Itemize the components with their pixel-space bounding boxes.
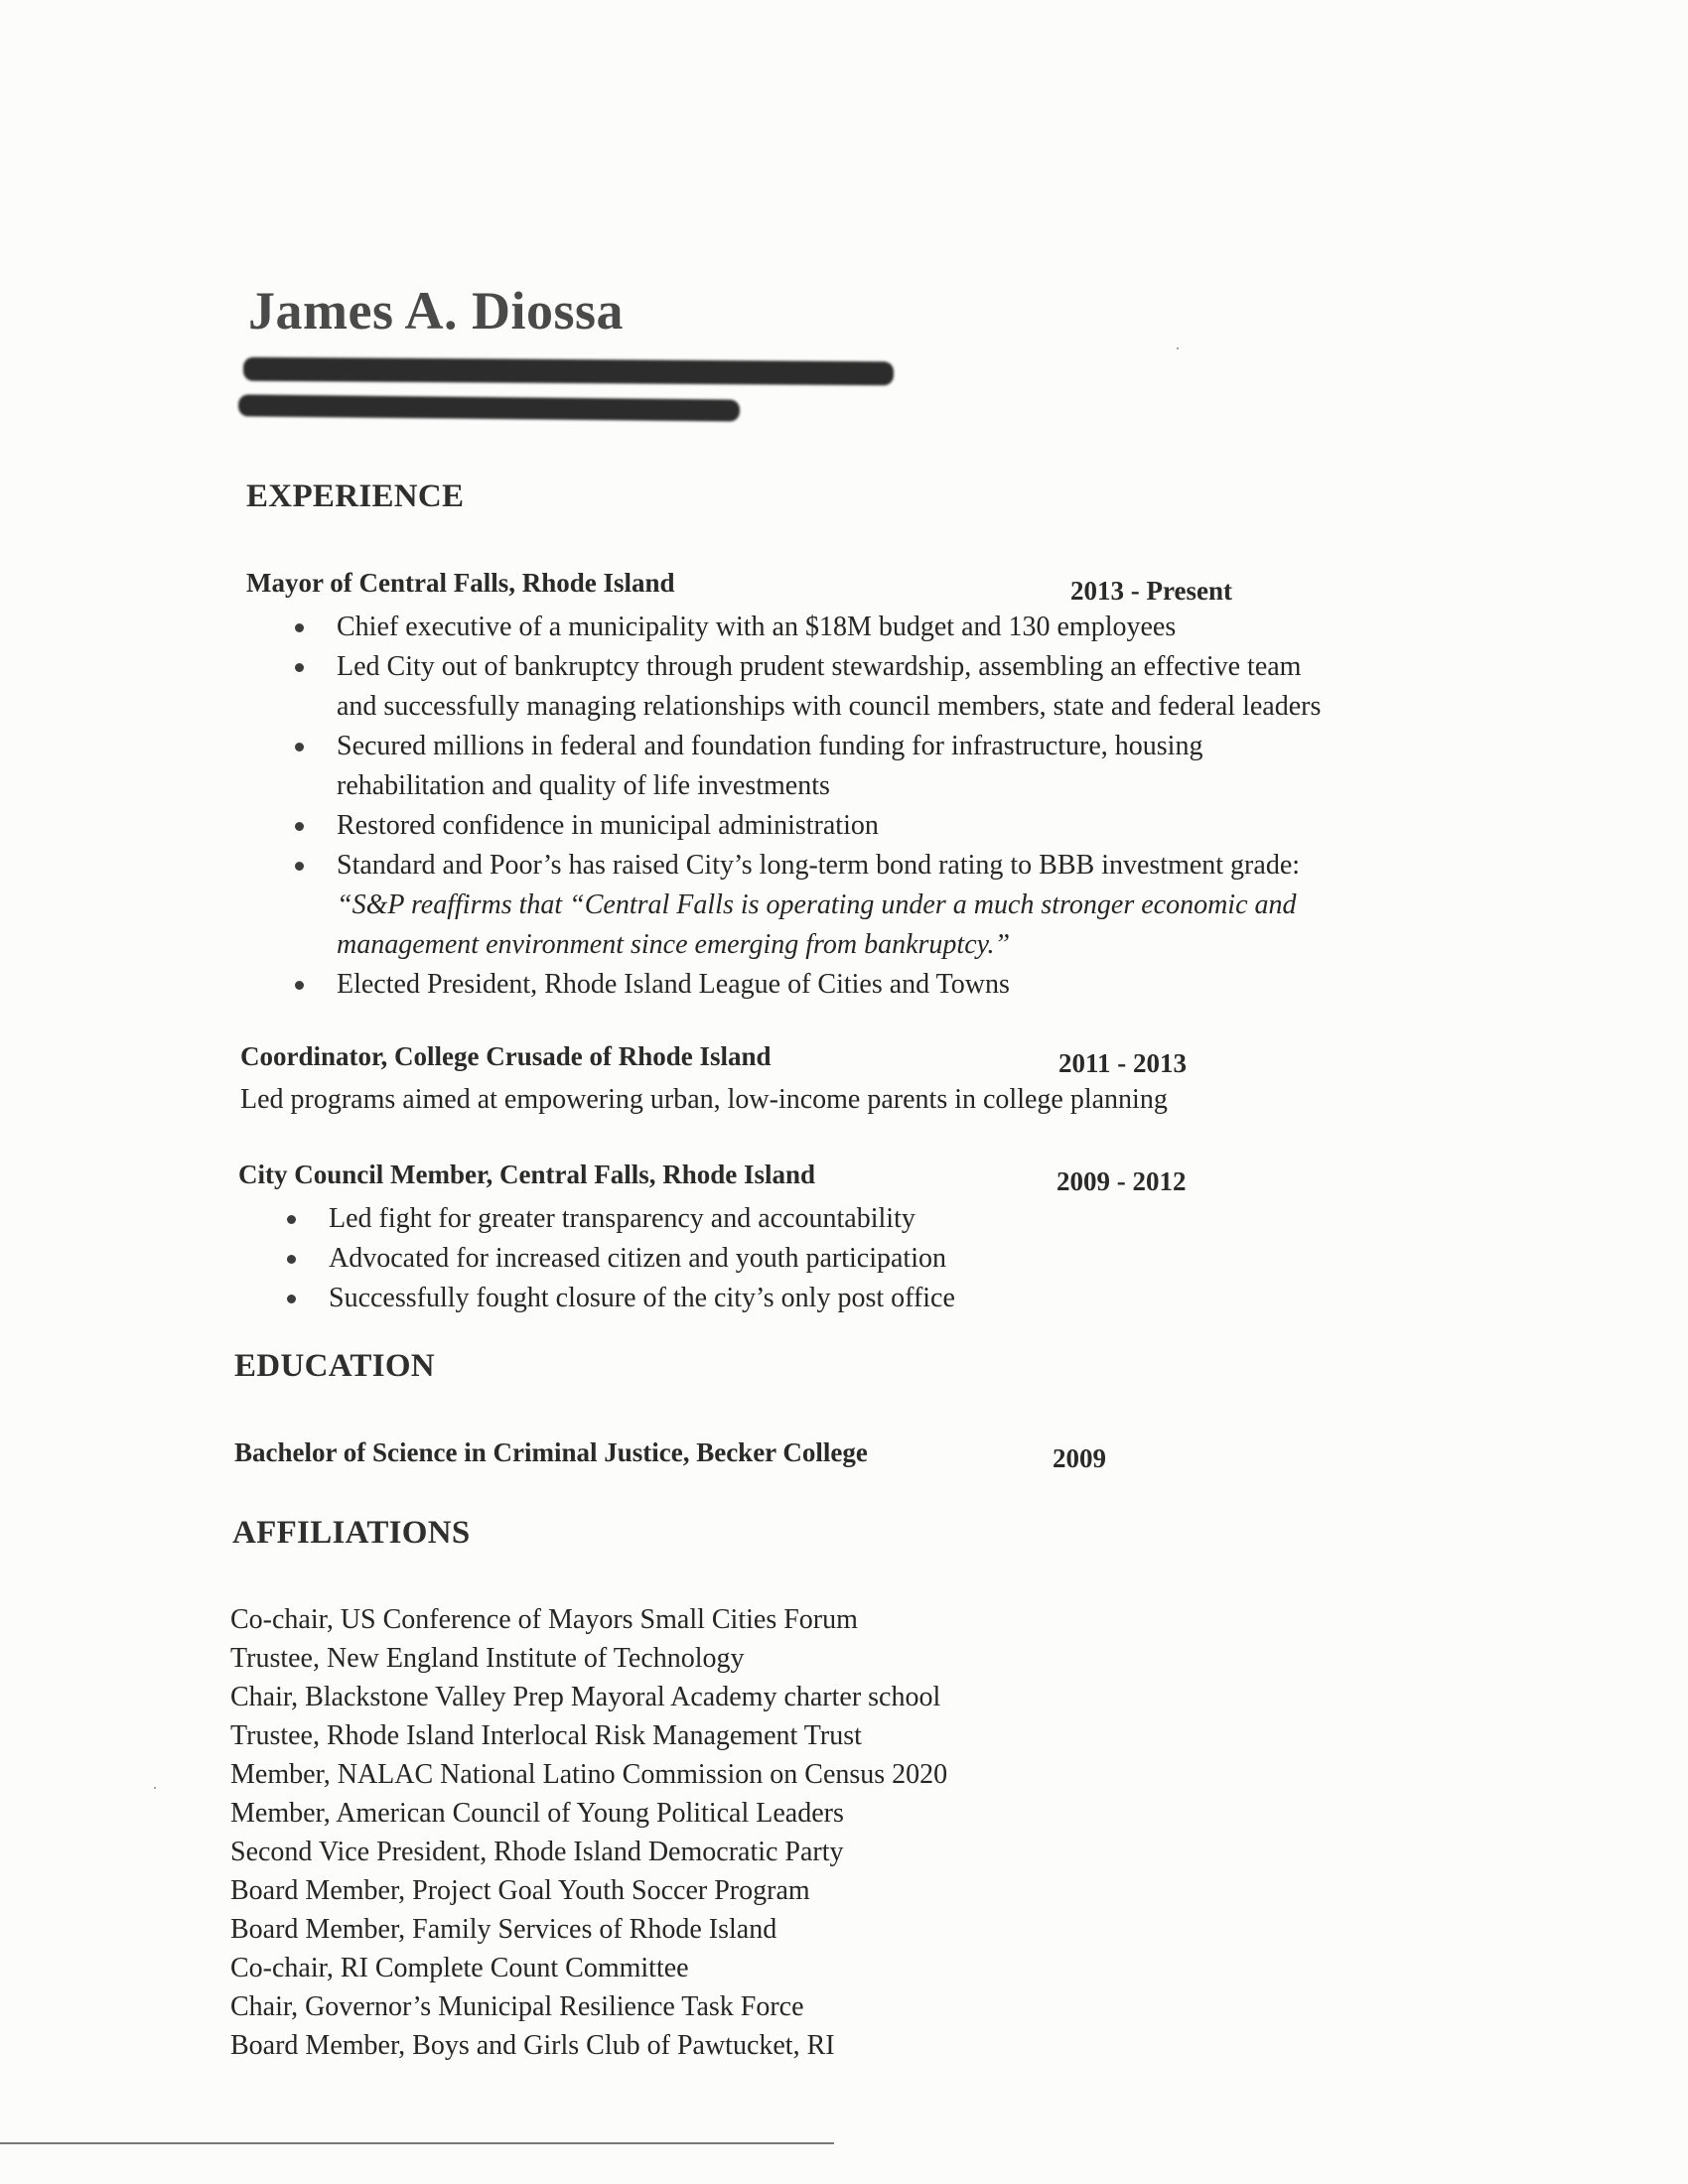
education-year: 2009 xyxy=(1053,1443,1106,1473)
bullet-icon xyxy=(287,1295,296,1303)
sp-quote-line: “S&P reaffirms that “Central Falls is operating under a much stronger economic and xyxy=(337,889,1297,920)
list-item: Chair, Governor’s Municipal Resilience Task Force xyxy=(230,1991,804,2022)
resume-name: James A. Diossa xyxy=(248,281,625,341)
list-item: Secured millions in federal and foundation funding for infrastructure, housing rehabilitation and quality of life investments xyxy=(295,727,1321,806)
mayor-bullet-list xyxy=(295,608,1321,1005)
redacted-contact-line-1 xyxy=(243,357,894,386)
list-item: Trustee, Rhode Island Interlocal Risk Management Trust xyxy=(230,1720,862,1751)
education-degree: Bachelor of Science in Criminal Justice, Becker College xyxy=(234,1437,868,1467)
job-dates: 2013 - Present xyxy=(1070,576,1232,606)
council-bullet-list xyxy=(287,1199,955,1318)
scan-speck xyxy=(1177,347,1179,349)
job-title: Coordinator, College Crusade of Rhode Island xyxy=(240,1041,772,1071)
bullet-icon xyxy=(287,1215,296,1224)
list-item: Standard and Poor’s has raised City’s long-term bond rating to BBB investment grade: “S&P reaffirms that “Central Falls is operating under a much stronger economic and management environment since emerging from bankruptcy.” xyxy=(295,846,1321,965)
list-item: Member, American Council of Young Political Leaders xyxy=(230,1798,844,1829)
list-item: Elected President, Rhode Island League of Cities and Towns xyxy=(295,965,1321,1005)
job-dates: 2011 - 2013 xyxy=(1058,1048,1188,1078)
list-item: Board Member, Family Services of Rhode Island xyxy=(230,1914,777,1945)
education-heading: EDUCATION xyxy=(234,1348,435,1384)
bullet-icon xyxy=(295,862,304,871)
experience-heading: EXPERIENCE xyxy=(246,478,465,514)
bullet-icon xyxy=(287,1255,296,1264)
bullet-icon xyxy=(295,743,304,751)
list-item: Co-chair, RI Complete Count Committee xyxy=(230,1953,689,1983)
redacted-contact-line-2 xyxy=(238,394,740,421)
list-item: Advocated for increased citizen and youth participation xyxy=(287,1239,955,1279)
affiliations-heading: AFFILIATIONS xyxy=(232,1515,471,1551)
list-item: Co-chair, US Conference of Mayors Small Cities Forum xyxy=(230,1604,858,1635)
job-description: Led programs aimed at empowering urban, low-income parents in college planning xyxy=(240,1084,1168,1115)
list-item: Board Member, Project Goal Youth Soccer Program xyxy=(230,1875,810,1906)
job-title: City Council Member, Central Falls, Rhode Island xyxy=(238,1160,816,1189)
bullet-icon xyxy=(295,822,304,831)
bullet-icon xyxy=(295,623,304,632)
sp-quote-line: management environment since emerging from bankruptcy.” xyxy=(337,929,1011,960)
job-title: Mayor of Central Falls, Rhode Island xyxy=(246,568,675,598)
list-item: Trustee, New England Institute of Technology xyxy=(230,1643,745,1674)
list-item: Member, NALAC National Latino Commission on Census 2020 xyxy=(230,1759,948,1790)
list-item: Chief executive of a municipality with an $18M budget and 130 employees xyxy=(295,608,1321,647)
bullet-icon xyxy=(295,663,304,672)
list-item: Board Member, Boys and Girls Club of Pawtucket, RI xyxy=(230,2030,835,2061)
list-item: Chair, Blackstone Valley Prep Mayoral Academy charter school xyxy=(230,1682,941,1712)
scan-speck xyxy=(154,1787,156,1789)
bullet-icon xyxy=(295,981,304,990)
list-item: Led City out of bankruptcy through prudent stewardship, assembling an effective team and successfully managing relationships with council members, state and federal leaders xyxy=(295,647,1321,727)
affiliations-list xyxy=(230,1600,947,2065)
list-item: Restored confidence in municipal administration xyxy=(295,806,1321,846)
list-item: Second Vice President, Rhode Island Democratic Party xyxy=(230,1837,844,1867)
job-dates: 2009 - 2012 xyxy=(1056,1166,1187,1196)
scan-edge-line xyxy=(0,2142,834,2144)
list-item: Led fight for greater transparency and accountability xyxy=(287,1199,955,1239)
list-item: Successfully fought closure of the city’s only post office xyxy=(287,1279,955,1318)
